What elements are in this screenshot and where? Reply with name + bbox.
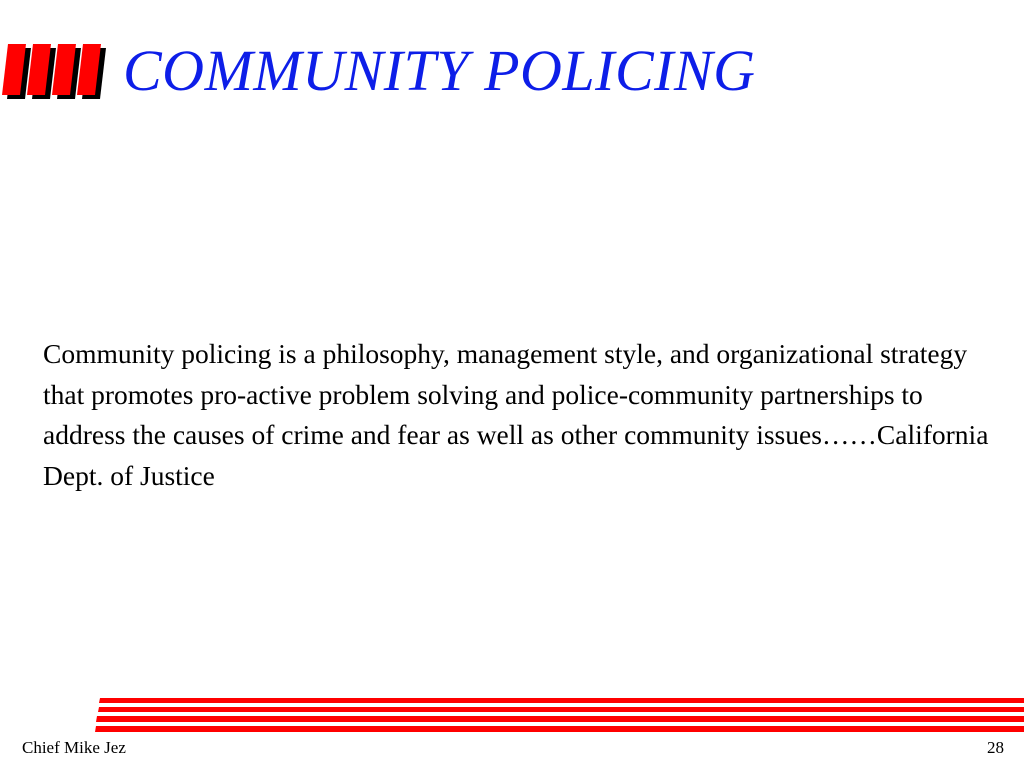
red-bars-logo-icon [0,44,112,100]
slide-body-text: Community policing is a philosophy, management style, and organizational strategy that promotes pro-active problem solving and police-community partnerships to address the causes of crime and fear as well as other community issues……California Dept. of Justice [43,338,989,491]
slide-title: COMMUNITY POLICING [123,38,756,103]
footer-stripes-icon [94,698,1024,738]
page-number: 28 [987,738,1004,757]
footer-author: Chief Mike Jez [22,738,126,757]
